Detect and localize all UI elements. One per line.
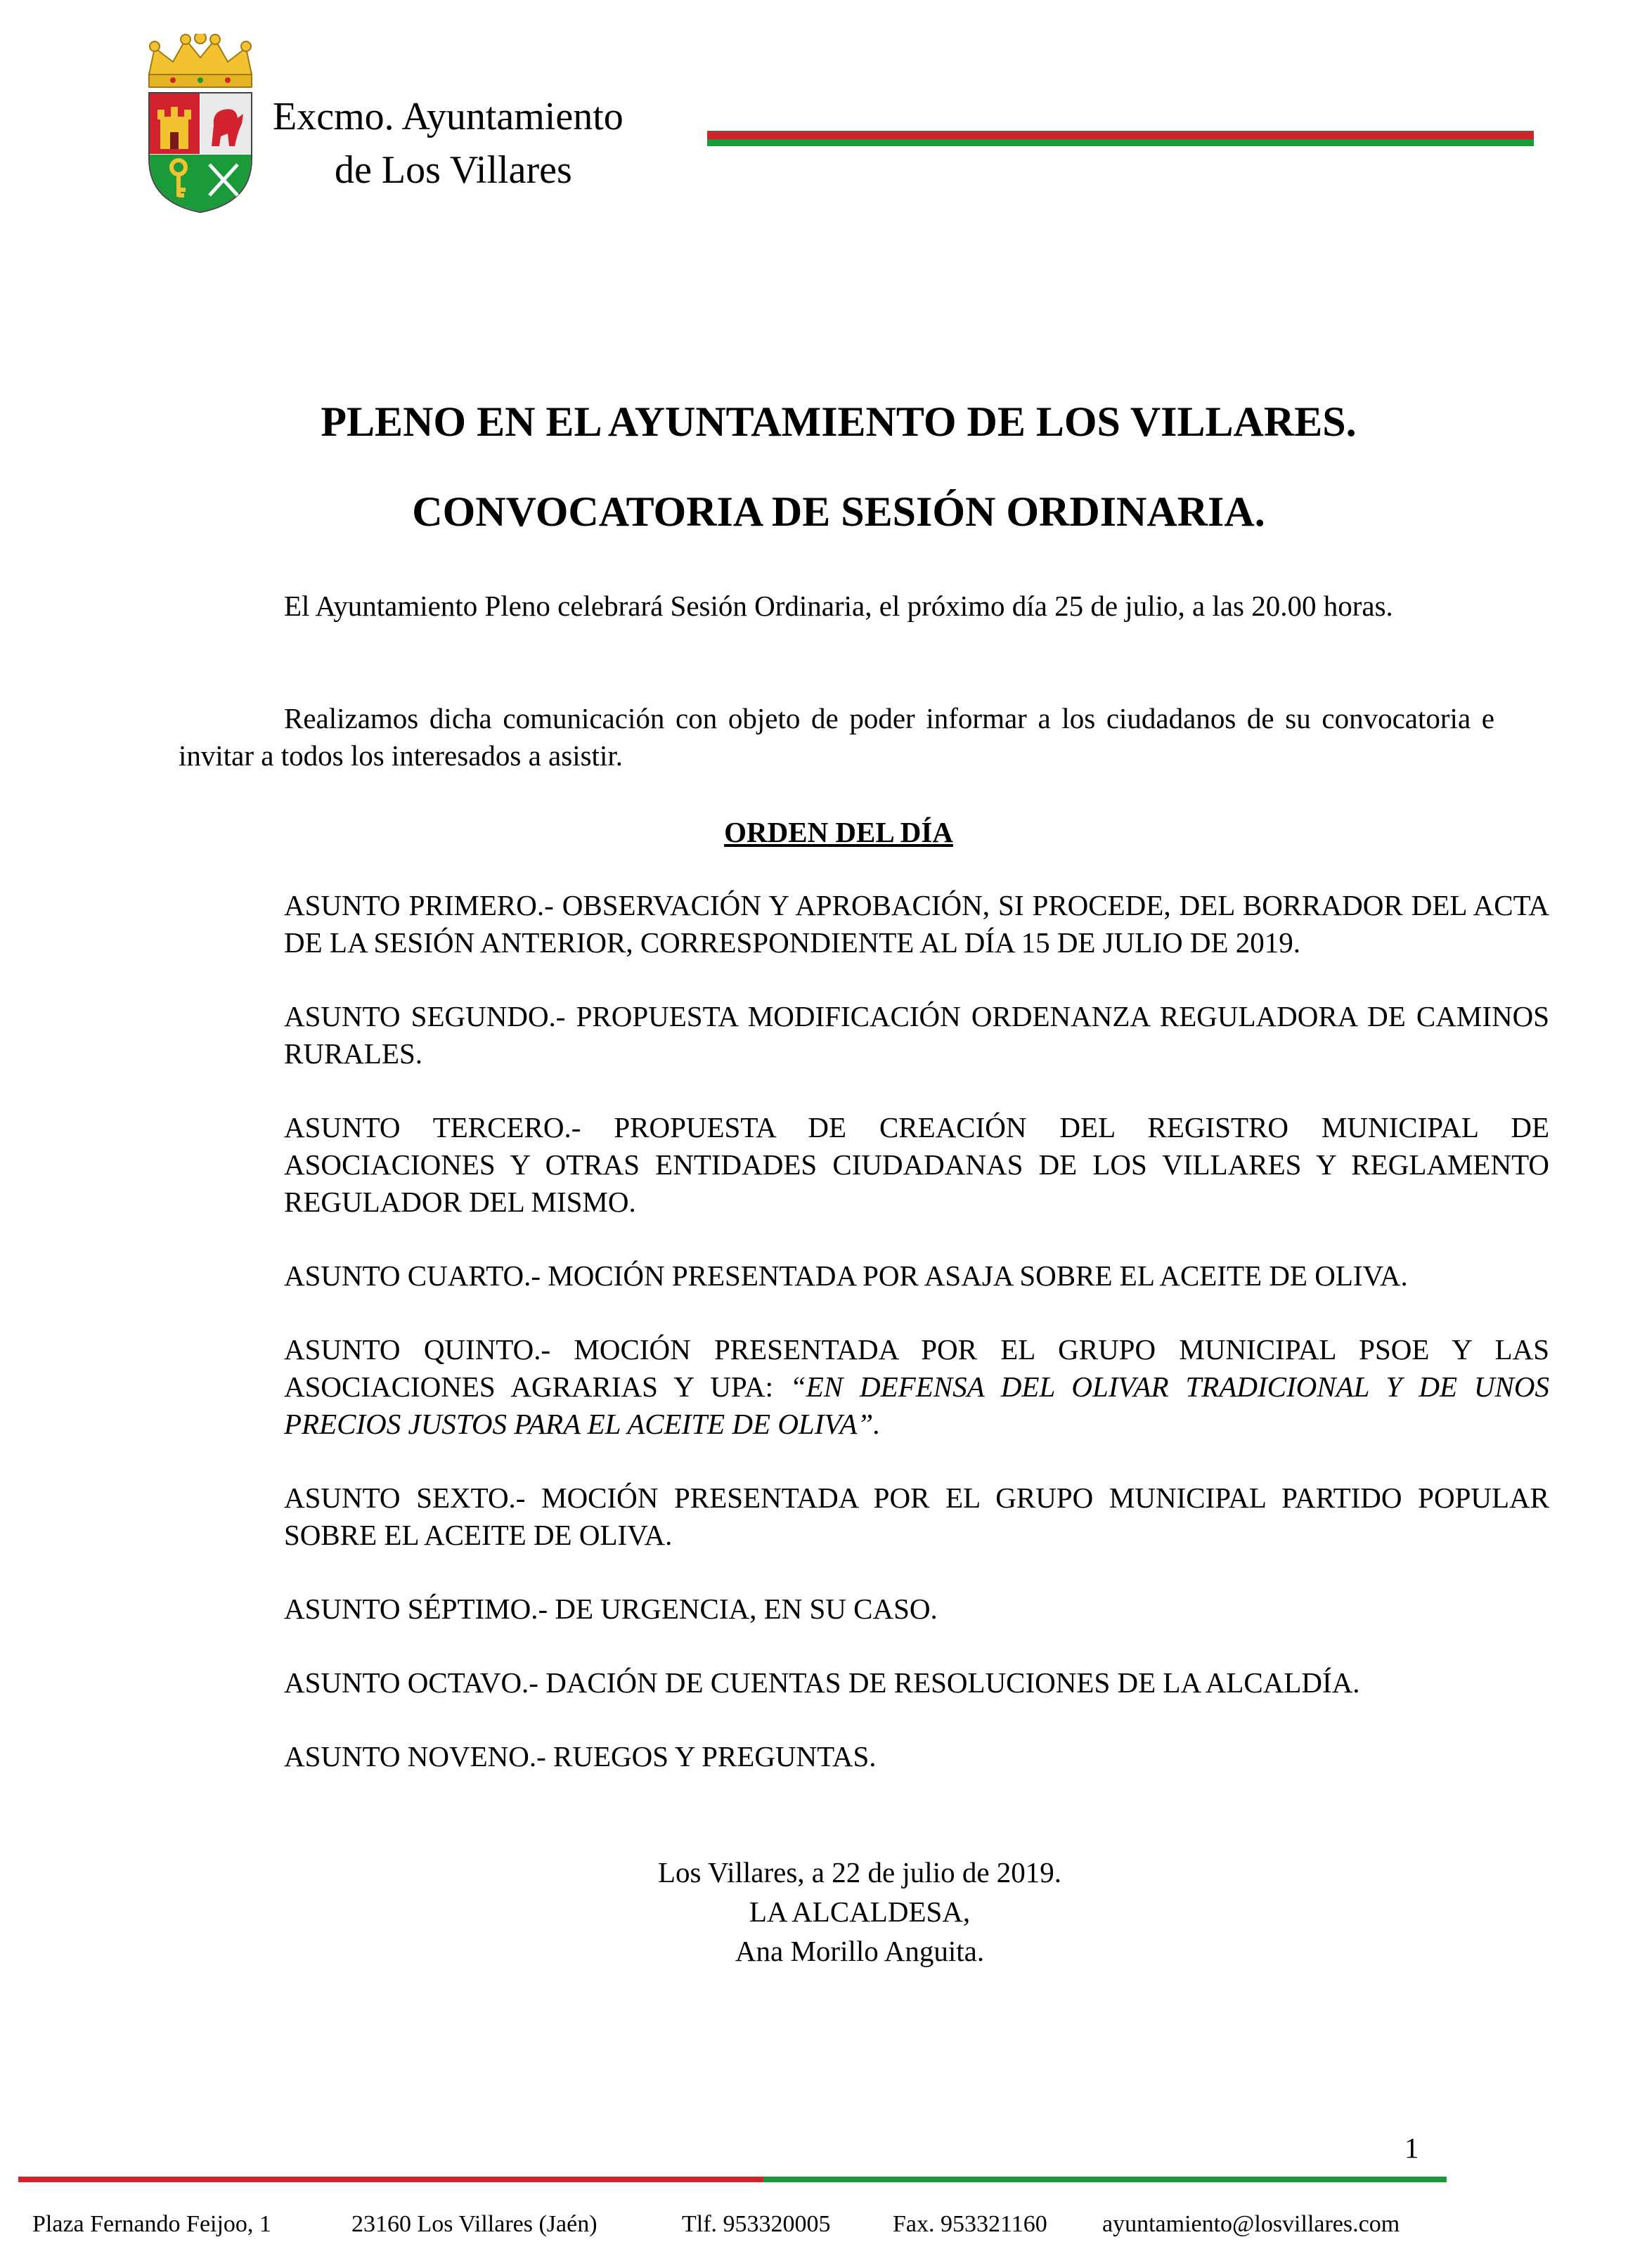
agenda-item: ASUNTO CUARTO.- MOCIÓN PRESENTADA POR ASAJA SOBRE EL ACEITE DE OLIVA. bbox=[284, 1259, 1408, 1292]
agenda-heading: ORDEN DEL DÍA bbox=[724, 816, 953, 848]
agenda-item: ASUNTO SÉPTIMO.- DE URGENCIA, EN SU CASO. bbox=[284, 1593, 938, 1625]
page-number: 1 bbox=[1404, 2132, 1419, 2164]
footer-divider-red bbox=[18, 2177, 763, 2182]
agenda-item: ASUNTO PRIMERO.- OBSERVACIÓN Y APROBACIÓN, SI PROCEDE, DEL BORRADOR DEL ACTA DE LA SESIÓN ANTERIOR, CORRESPONDIENTE AL DÍA 15 DE JULIO DE 2019. bbox=[284, 889, 1549, 959]
coat-of-arms-icon bbox=[145, 34, 256, 214]
intro-paragraph: El Ayuntamiento Pleno celebrará Sesión Ordinaria, el próximo día 25 de julio, a las 20.00 horas. bbox=[284, 590, 1393, 622]
castle-icon bbox=[157, 107, 191, 149]
signature-role: LA ALCALDESA, bbox=[749, 1896, 971, 1928]
agenda-item: ASUNTO SEGUNDO.- PROPUESTA MODIFICACIÓN ORDENANZA REGULADORA DE CAMINOS RURALES. bbox=[284, 1000, 1549, 1070]
footer-phone: Tlf. 953320005 bbox=[682, 2211, 831, 2237]
agenda-item-quote: “EN DEFENSA DEL OLIVAR TRADICIONAL Y DE UNOS PRECIOS JUSTOS PARA EL ACEITE DE OLIVA”. bbox=[284, 1370, 1549, 1440]
document-subtitle: CONVOCATORIA DE SESIÓN ORDINARIA. bbox=[412, 488, 1265, 535]
header-divider-red bbox=[707, 131, 1534, 139]
agenda-item: ASUNTO OCTAVO.- DACIÓN DE CUENTAS DE RESOLUCIONES DE LA ALCALDÍA. bbox=[284, 1666, 1360, 1699]
signature-name: Ana Morillo Anguita. bbox=[735, 1935, 985, 1967]
footer-divider-green bbox=[763, 2177, 1447, 2182]
agenda-list bbox=[284, 887, 1549, 1812]
org-name-line2: de Los Villares bbox=[335, 148, 572, 192]
signature-place-date: Los Villares, a 22 de julio de 2019. bbox=[657, 1856, 1062, 1888]
document-title: PLENO EN EL AYUNTAMIENTO DE LOS VILLARES. bbox=[321, 398, 1357, 445]
agenda-item: ASUNTO NOVENO.- RUEGOS Y PREGUNTAS. bbox=[284, 1740, 877, 1773]
agenda-item: ASUNTO SEXTO.- MOCIÓN PRESENTADA POR EL GRUPO MUNICIPAL PARTIDO POPULAR SOBRE EL ACEITE DE OLIVA. bbox=[284, 1482, 1549, 1551]
footer-postal: 23160 Los Villares (Jaén) bbox=[351, 2211, 597, 2237]
footer-address: Plaza Fernando Feijoo, 1 bbox=[32, 2211, 271, 2237]
agenda-item: ASUNTO QUINTO.- MOCIÓN PRESENTADA POR EL GRUPO MUNICIPAL PSOE Y LAS ASOCIACIONES AGRARIAS Y UPA: “EN DEFENSA DEL OLIVAR TRADICIONAL Y DE UNOS PRECIOS JUSTOS PARA EL ACEITE DE OLIVA”. bbox=[284, 1333, 1549, 1440]
org-name-line1: Excmo. Ayuntamiento bbox=[273, 95, 624, 138]
signature-block bbox=[0, 1853, 1628, 1971]
crown-icon bbox=[149, 34, 252, 87]
footer-email[interactable]: ayuntamiento@losvillares.com bbox=[1102, 2211, 1400, 2237]
footer-fax: Fax. 953321160 bbox=[893, 2211, 1047, 2237]
footer-contact bbox=[32, 2211, 1607, 2246]
agenda-item: ASUNTO TERCERO.- PROPUESTA DE CREACIÓN DEL REGISTRO MUNICIPAL DE ASOCIACIONES Y OTRAS ENTIDADES CIUDADANAS DE LOS VILLARES Y REGLAMENTO REGULADOR DEL MISMO. bbox=[284, 1111, 1549, 1218]
communication-paragraph: Realizamos dicha comunicación con objeto de poder informar a los ciudadanos de su convocatoria e invitar a todos los interesados a asistir. bbox=[179, 702, 1494, 772]
